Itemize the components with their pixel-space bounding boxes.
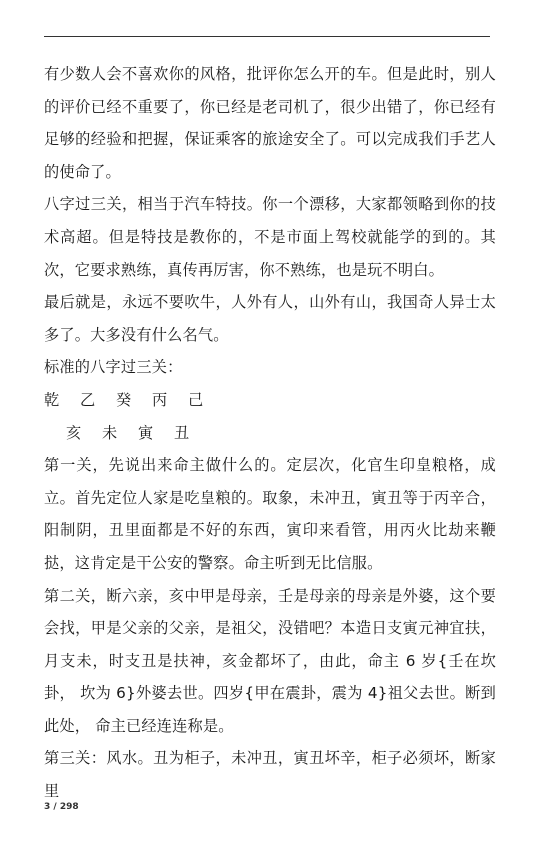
- paragraph-3: 最后就是，永远不要吹牛，人外有人，山外有山，我国奇人异士太多了。大多没有什么名气。: [44, 293, 496, 344]
- paragraph-1: 有少数人会不喜欢你的风格，批评你怎么开的车。但是此时，别人的评价已经不重要了，你已经是老司机了，很少出错了，你已经有足够的经验和把握，保证乘客的旅途安全了。可以完成我们手艺人的使命了。: [44, 65, 496, 181]
- header-rule: [44, 36, 490, 37]
- paragraph-first-pass: 第一关，先说出来命主做什么的。定层次，化官生印皇粮格，成立。首先定位人家是吃皇粮的。取象，未冲丑，寅丑等于丙辛合，阳制阴，丑里面都是不好的东西，寅印来看管，用丙火比劫来鞭挞，这肯定是干公安的警察。命主听到无比信服。: [44, 456, 496, 572]
- document-body: [44, 58, 496, 808]
- page-number: 3 / 298: [44, 802, 79, 812]
- paragraph-2: 八字过三关，相当于汽车特技。你一个漂移，大家都领略到你的技术高超。但是特技是教你的，不是市面上驾校就能学的到的。其次，它要求熟练，真传再厉害，你不熟练，也是玩不明白。: [44, 195, 496, 279]
- paragraph-4: 标准的八字过三关：: [44, 358, 183, 377]
- bazi-stems-line: 乾 乙 癸 丙 己: [44, 390, 212, 409]
- paragraph-second-pass: 第二关，断六亲，亥中甲是母亲，壬是母亲的母亲是外婆，这个要会找，甲是父亲的父亲，是祖父，没错吧？本造日支寅元神宜扶， 月支未，时支丑是扶神，亥金都坏了，由此，命主 6 岁{壬在坎卦， 坎为 6}外婆去世。四岁{甲在震卦，震为 4}祖父去世。断到此处， 命主已经连连称是。: [44, 586, 496, 735]
- bazi-branches-line: 亥 未 寅 丑: [66, 423, 198, 442]
- paragraph-third-pass: 第三关：风水。丑为柜子，未冲丑，寅丑坏辛，柜子必须坏，断家里: [44, 749, 496, 801]
